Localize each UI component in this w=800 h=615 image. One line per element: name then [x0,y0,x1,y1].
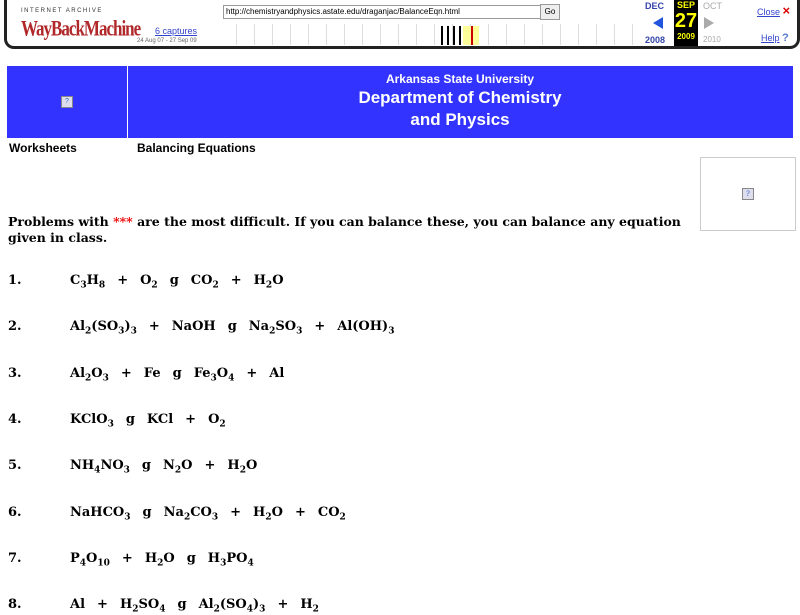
capture-mark[interactable] [459,26,461,45]
wayback-toolbar [4,0,800,49]
capture-range: 24 Aug 07 - 27 Sep 09 [137,38,197,44]
problem-number: 1. [8,273,22,288]
plus-sign: + [294,505,306,520]
chemical-formula: NaHCO$_3$ [70,505,131,523]
plus-sign: + [117,273,129,288]
next-arrow-icon [704,17,714,29]
chemical-formula: $H_2O$ [227,458,258,476]
plus-sign: + [97,597,108,612]
chemical-formula: Al [269,366,285,381]
chemical-formula: $H_2O$ [253,505,283,523]
chemical-formula: $O_2$ [208,412,226,430]
next-month: OCT [703,1,722,11]
intro-pre: Problems with [8,214,114,229]
chemical-formula: Al [70,597,86,612]
problem-number: 6. [8,505,22,520]
close-link[interactable] [757,3,790,18]
close-icon[interactable]: × [782,3,791,18]
help-icon[interactable]: ? [782,32,789,44]
chemical-formula: $Al(OH)_3$ [337,319,395,337]
help-link[interactable] [761,32,789,44]
yields-arrow: g [169,273,179,288]
yields-arrow: g [172,366,182,381]
current-date [674,0,698,46]
chemical-formula: $H_3PO_4$ [207,551,254,569]
close-label[interactable]: Close [757,7,781,17]
department-line2: and Physics [410,110,510,129]
plus-sign: + [185,412,197,427]
broken-image-icon: ? [742,188,754,200]
department-line1: Department of Chemistry [358,88,562,107]
capture-timeline[interactable] [219,24,639,45]
plus-sign: + [230,505,242,520]
problem-number: 7. [8,551,22,566]
chemical-formula: $Al_2(SO_3)_3$ [70,319,137,337]
chemical-formula: $H_2O$ [253,273,284,291]
chemical-formula: $O_2$ [140,273,158,291]
captures-link[interactable]: 6 captures [155,26,198,36]
help-label[interactable]: Help [761,33,780,43]
intro-post: are the most difficult. If you can balance these, you can balance any equation given in class. [8,214,681,245]
yields-arrow: g [141,458,152,473]
problem-number: 4. [8,412,22,427]
difficulty-stars: *** [113,214,133,229]
capture-mark[interactable] [447,26,449,45]
yields-arrow: g [142,505,152,520]
chemical-formula: $P_4O_{10}$ [70,551,110,569]
broken-image-icon: ? [61,96,73,108]
yields-arrow: g [227,319,237,334]
prev-arrow-icon[interactable] [653,17,663,29]
url-input[interactable]: http://chemistryandphysics.astate.edu/draganjac/BalanceEqn.html [223,5,541,19]
chemical-formula: NaOH [171,319,216,334]
yields-arrow: g [186,551,196,566]
chemical-formula: $Al_2O_3$ [70,366,109,384]
plus-sign: + [246,366,258,381]
plus-sign: + [277,597,289,612]
yields-arrow: g [177,597,187,612]
chemical-formula: KClO$_3$ [70,412,114,430]
chemical-formula: $H_2O$ [144,551,175,569]
go-button[interactable]: Go [540,4,560,20]
problem-number: 8. [8,597,22,612]
plus-sign: + [148,319,160,334]
current-capture-mark[interactable] [471,26,473,45]
next-year: 2010 [703,35,721,44]
university-name: Arkansas State University [385,72,535,86]
chemical-formula: KCl [146,412,174,427]
plus-sign: + [230,273,242,288]
prev-year[interactable]: 2008 [645,35,666,45]
chemical-formula: $Al_2(SO_4)_3$ [198,597,266,615]
problem-number: 3. [8,366,22,381]
chemical-formula: $Fe_3O_4$ [193,366,235,384]
chemical-formula: $N_2O$ [163,458,193,476]
chemical-formula: $Na_2CO_3$ [163,505,219,523]
capture-mark[interactable] [441,26,443,45]
wayback-logo-top: INTERNET ARCHIVE [21,8,103,14]
header-logo-cell [7,66,128,138]
chemical-formula: $NH_4NO_3$ [70,458,130,476]
chemical-formula: $C_3H_8$ [70,273,106,291]
chemical-formula: $CO_2$ [317,505,346,523]
plus-sign: + [204,458,216,473]
prev-month[interactable]: DEC [645,1,665,11]
plus-sign: + [120,366,132,381]
image-placeholder [700,157,796,231]
problem-number: 5. [8,458,22,473]
current-day: 27 [674,10,698,32]
problem-number: 2. [8,319,22,334]
chemical-formula: $Na_2SO_3$ [248,319,303,337]
chemical-formula: Fe [143,366,161,381]
chemical-formula: $H_2$ [300,597,319,615]
current-month: SEP [676,0,695,10]
page-title: Balancing Equations [137,141,256,155]
plus-sign: + [314,319,326,334]
instructions-text [8,214,698,246]
wayback-logo[interactable]: WayBackMachine [21,16,141,41]
worksheets-link[interactable]: Worksheets [9,141,77,155]
capture-mark[interactable] [453,26,455,45]
current-year: 2009 [677,32,695,41]
chemical-formula: $H_2SO_4$ [119,597,166,615]
chemical-formula: $CO_2$ [190,273,219,291]
yields-arrow: g [125,412,135,427]
page-header [7,66,793,138]
plus-sign: + [121,551,133,566]
